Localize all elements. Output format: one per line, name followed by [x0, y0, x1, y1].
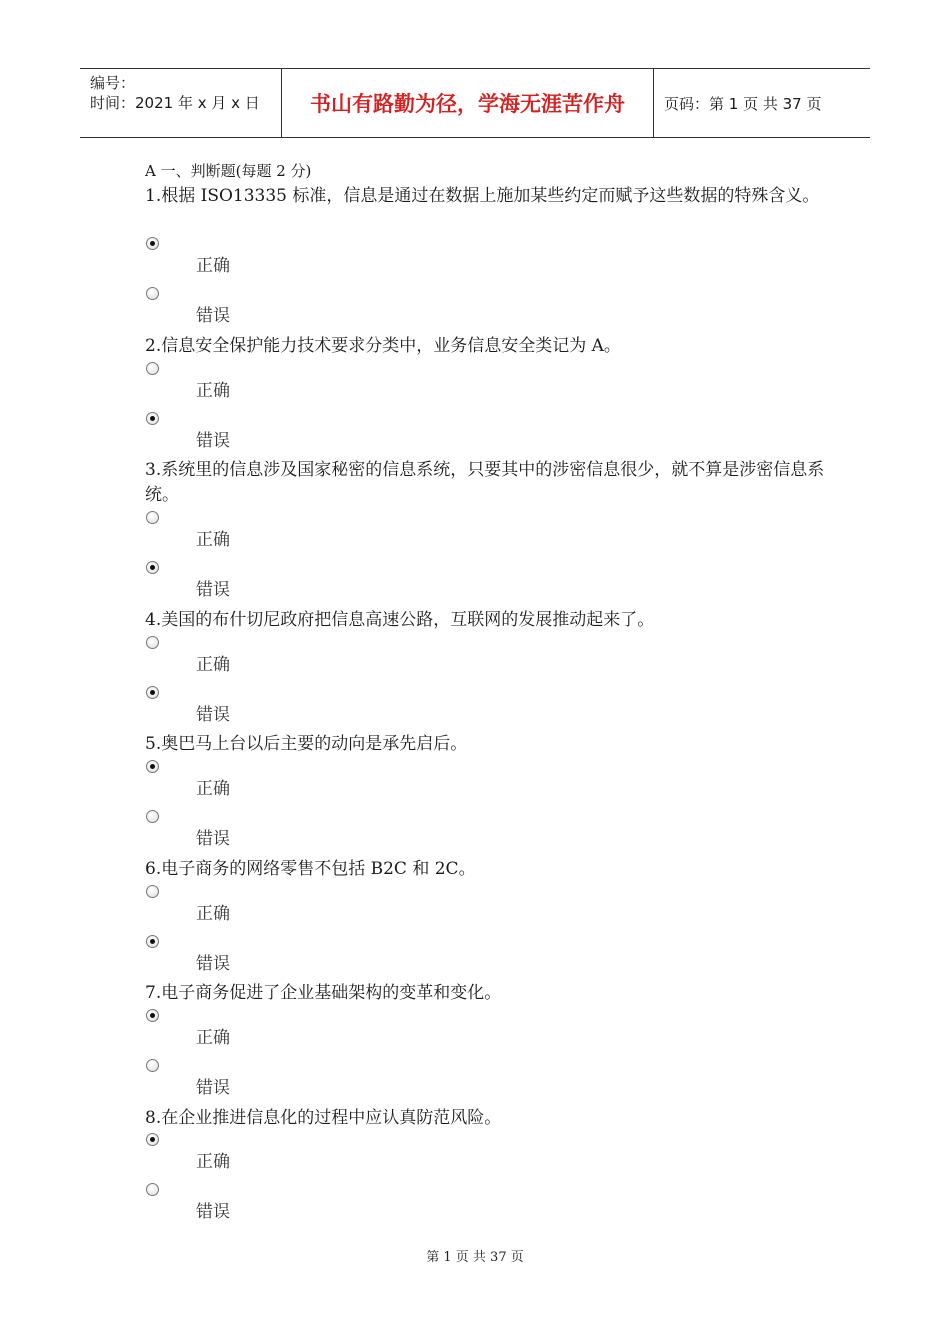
- radio-q5-correct[interactable]: [146, 760, 159, 773]
- time-label: 时间：2021 年 x 月 x 日: [90, 94, 260, 112]
- option-q7-wrong: 错误: [196, 1078, 230, 1098]
- option-q6-correct: 正确: [196, 904, 230, 924]
- question-6: 6.电子商务的网络零售不包括 B2C 和 2C。: [145, 859, 476, 879]
- radio-q4-wrong[interactable]: [146, 686, 159, 699]
- option-q3-wrong: 错误: [196, 580, 230, 600]
- question-8: 8.在企业推进信息化的过程中应认真防范风险。: [145, 1108, 502, 1128]
- radio-q6-wrong[interactable]: [146, 935, 159, 948]
- question-1: 1.根据 ISO13335 标准，信息是通过在数据上施加某些约定而赋予这些数据的特殊含义。: [145, 186, 820, 206]
- option-q4-wrong: 错误: [196, 705, 230, 725]
- radio-q2-correct[interactable]: [146, 362, 159, 375]
- radio-q3-wrong[interactable]: [146, 561, 159, 574]
- option-q2-wrong: 错误: [196, 431, 230, 451]
- question-3: 3.系统里的信息涉及国家秘密的信息系统，只要其中的涉密信息很少，就不算是涉密信息系统。: [145, 460, 825, 505]
- radio-q8-wrong[interactable]: [146, 1183, 159, 1196]
- question-7: 7.电子商务促进了企业基础架构的变革和变化。: [145, 983, 502, 1003]
- option-q2-correct: 正确: [196, 381, 230, 401]
- option-q7-correct: 正确: [196, 1028, 230, 1048]
- radio-q7-correct[interactable]: [146, 1009, 159, 1022]
- option-q4-correct: 正确: [196, 655, 230, 675]
- page-info: 页码：第 1 页 共 37 页: [664, 94, 822, 113]
- radio-q1-correct[interactable]: [146, 237, 159, 250]
- radio-q7-wrong[interactable]: [146, 1059, 159, 1072]
- radio-q2-wrong[interactable]: [146, 412, 159, 425]
- radio-q5-wrong[interactable]: [146, 810, 159, 823]
- option-q1-wrong: 错误: [196, 306, 230, 326]
- header-meta: [80, 69, 282, 137]
- option-q3-correct: 正确: [196, 530, 230, 550]
- option-q8-wrong: 错误: [196, 1202, 230, 1222]
- option-q6-wrong: 错误: [196, 954, 230, 974]
- option-q5-correct: 正确: [196, 779, 230, 799]
- option-q5-wrong: 错误: [196, 829, 230, 849]
- option-q8-correct: 正确: [196, 1152, 230, 1172]
- section-title: A 一、判断题(每题 2 分): [145, 162, 312, 180]
- option-q1-correct: 正确: [196, 256, 230, 276]
- page-header: [80, 68, 870, 138]
- motto: 书山有路勤为径，学海无涯苦作舟: [282, 69, 654, 137]
- radio-q6-correct[interactable]: [146, 885, 159, 898]
- radio-q1-wrong[interactable]: [146, 287, 159, 300]
- number-label: 编号：: [90, 74, 136, 92]
- radio-q3-correct[interactable]: [146, 511, 159, 524]
- question-2: 2.信息安全保护能力技术要求分类中，业务信息安全类记为 A。: [145, 336, 621, 356]
- page-footer: 第 1 页 共 37 页: [426, 1250, 524, 1265]
- question-5: 5.奥巴马上台以后主要的动向是承先启后。: [145, 734, 468, 754]
- radio-q4-correct[interactable]: [146, 636, 159, 649]
- radio-q8-correct[interactable]: [146, 1133, 159, 1146]
- question-4: 4.美国的布什切尼政府把信息高速公路，互联网的发展推动起来了。: [145, 610, 655, 630]
